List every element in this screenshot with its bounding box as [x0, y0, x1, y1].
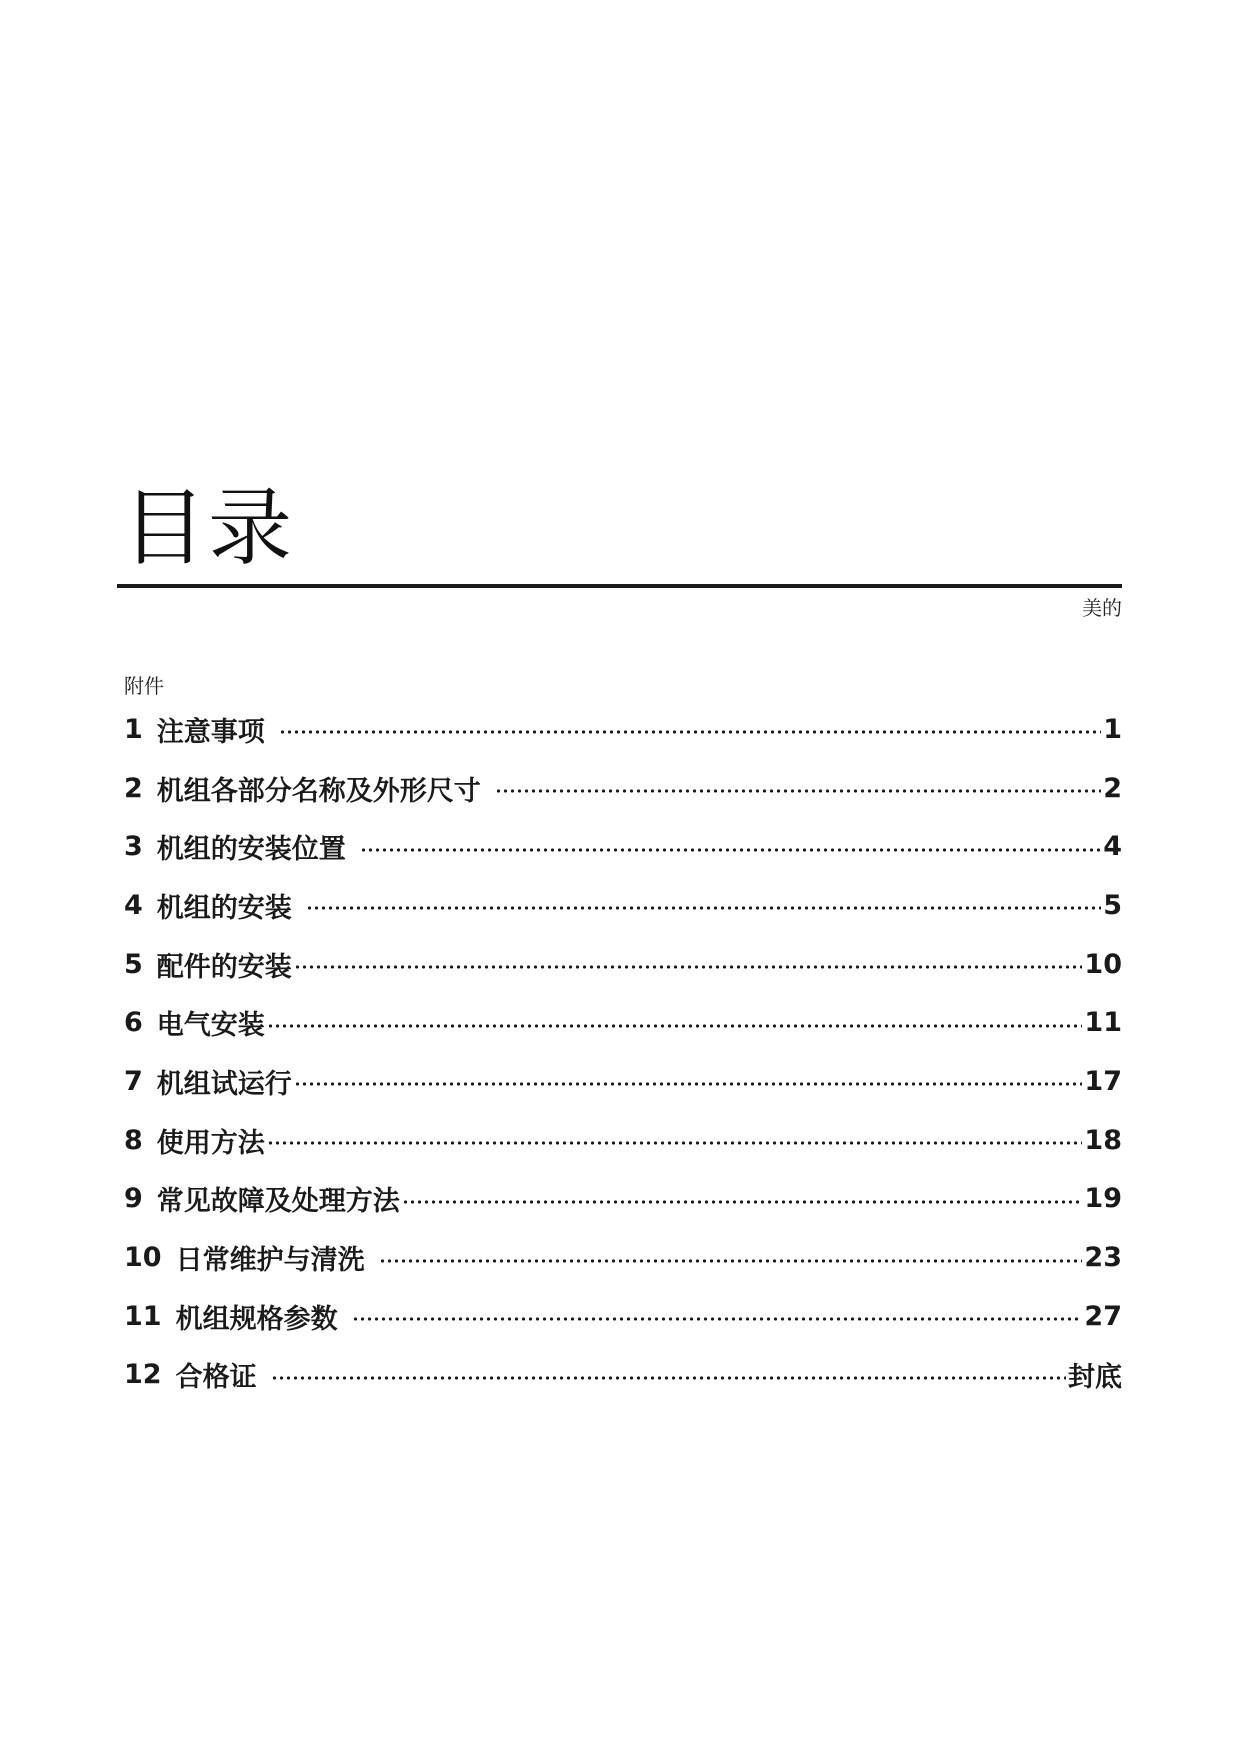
toc-entry-page: 11	[1084, 1007, 1122, 1039]
toc-entry-label: 机组的安装	[156, 892, 292, 924]
toc-entry-5[interactable]	[124, 935, 1122, 994]
toc-leader-dots	[294, 965, 1083, 969]
toc-entry-label: 机组试运行	[156, 1068, 292, 1100]
toc-leader-dots	[271, 1376, 1066, 1380]
title-divider	[117, 584, 1122, 588]
toc-entry-label: 电气安装	[156, 1010, 265, 1042]
toc-entry-page: 27	[1084, 1300, 1122, 1332]
toc-entry-label: 使用方法	[156, 1127, 265, 1159]
toc-entry-number: 5	[124, 948, 143, 980]
toc-entry-page: 2	[1103, 772, 1122, 804]
toc-entry-11[interactable]	[124, 1287, 1122, 1346]
toc-entry-number: 9	[124, 1183, 143, 1215]
toc-entry-label: 日常维护与清洗	[175, 1245, 365, 1277]
toc-entry-number: 10	[124, 1242, 162, 1274]
toc-leader-dots	[279, 730, 1101, 734]
toc-leader-dots	[360, 848, 1101, 852]
toc-entry-7[interactable]	[124, 1052, 1122, 1111]
toc-leader-dots	[379, 1259, 1083, 1263]
toc-leader-dots	[294, 1082, 1083, 1086]
toc-entry-label: 机组各部分名称及外形尺寸	[156, 775, 481, 807]
toc-entry-label: 机组规格参数	[175, 1303, 338, 1335]
table-of-contents	[124, 700, 1122, 1404]
toc-entry-number: 4	[124, 889, 143, 921]
toc-entry-page: 19	[1084, 1183, 1122, 1215]
toc-entry-page: 封底	[1068, 1362, 1122, 1394]
page-title: 目录	[122, 479, 295, 577]
toc-entry-1[interactable]	[124, 700, 1122, 759]
toc-entry-label: 配件的安装	[156, 951, 292, 983]
toc-entry-page: 10	[1084, 948, 1122, 980]
toc-entry-page: 23	[1084, 1242, 1122, 1274]
toc-leader-dots	[306, 906, 1101, 910]
toc-entry-page: 17	[1084, 1065, 1122, 1097]
toc-entry-page: 1	[1103, 713, 1122, 745]
section-label: 附件	[124, 674, 164, 698]
toc-entry-label: 机组的安装位置	[156, 834, 346, 866]
toc-entry-2[interactable]	[124, 759, 1122, 818]
toc-leader-dots	[402, 1200, 1083, 1204]
toc-entry-3[interactable]	[124, 817, 1122, 876]
toc-entry-label: 常见故障及处理方法	[156, 1186, 400, 1218]
toc-entry-number: 12	[124, 1359, 162, 1391]
toc-entry-number: 8	[124, 1124, 143, 1156]
toc-leader-dots	[352, 1317, 1083, 1321]
toc-entry-number: 2	[124, 772, 143, 804]
brand-label: 美的	[1082, 596, 1122, 620]
toc-leader-dots	[267, 1024, 1083, 1028]
toc-entry-number: 11	[124, 1300, 162, 1332]
toc-entry-12[interactable]	[124, 1346, 1122, 1405]
toc-entry-9[interactable]	[124, 1170, 1122, 1229]
toc-entry-number: 3	[124, 831, 143, 863]
toc-entry-10[interactable]	[124, 1228, 1122, 1287]
toc-entry-6[interactable]	[124, 993, 1122, 1052]
toc-entry-label: 注意事项	[156, 716, 265, 748]
toc-entry-number: 7	[124, 1065, 143, 1097]
toc-entry-page: 5	[1103, 889, 1122, 921]
toc-entry-page: 4	[1103, 831, 1122, 863]
toc-entry-8[interactable]	[124, 1111, 1122, 1170]
toc-leader-dots	[267, 1141, 1083, 1145]
toc-leader-dots	[495, 789, 1101, 793]
toc-entry-page: 18	[1084, 1124, 1122, 1156]
toc-entry-number: 6	[124, 1007, 143, 1039]
toc-entry-4[interactable]	[124, 876, 1122, 935]
toc-entry-label: 合格证	[175, 1362, 257, 1394]
toc-entry-number: 1	[124, 713, 143, 745]
